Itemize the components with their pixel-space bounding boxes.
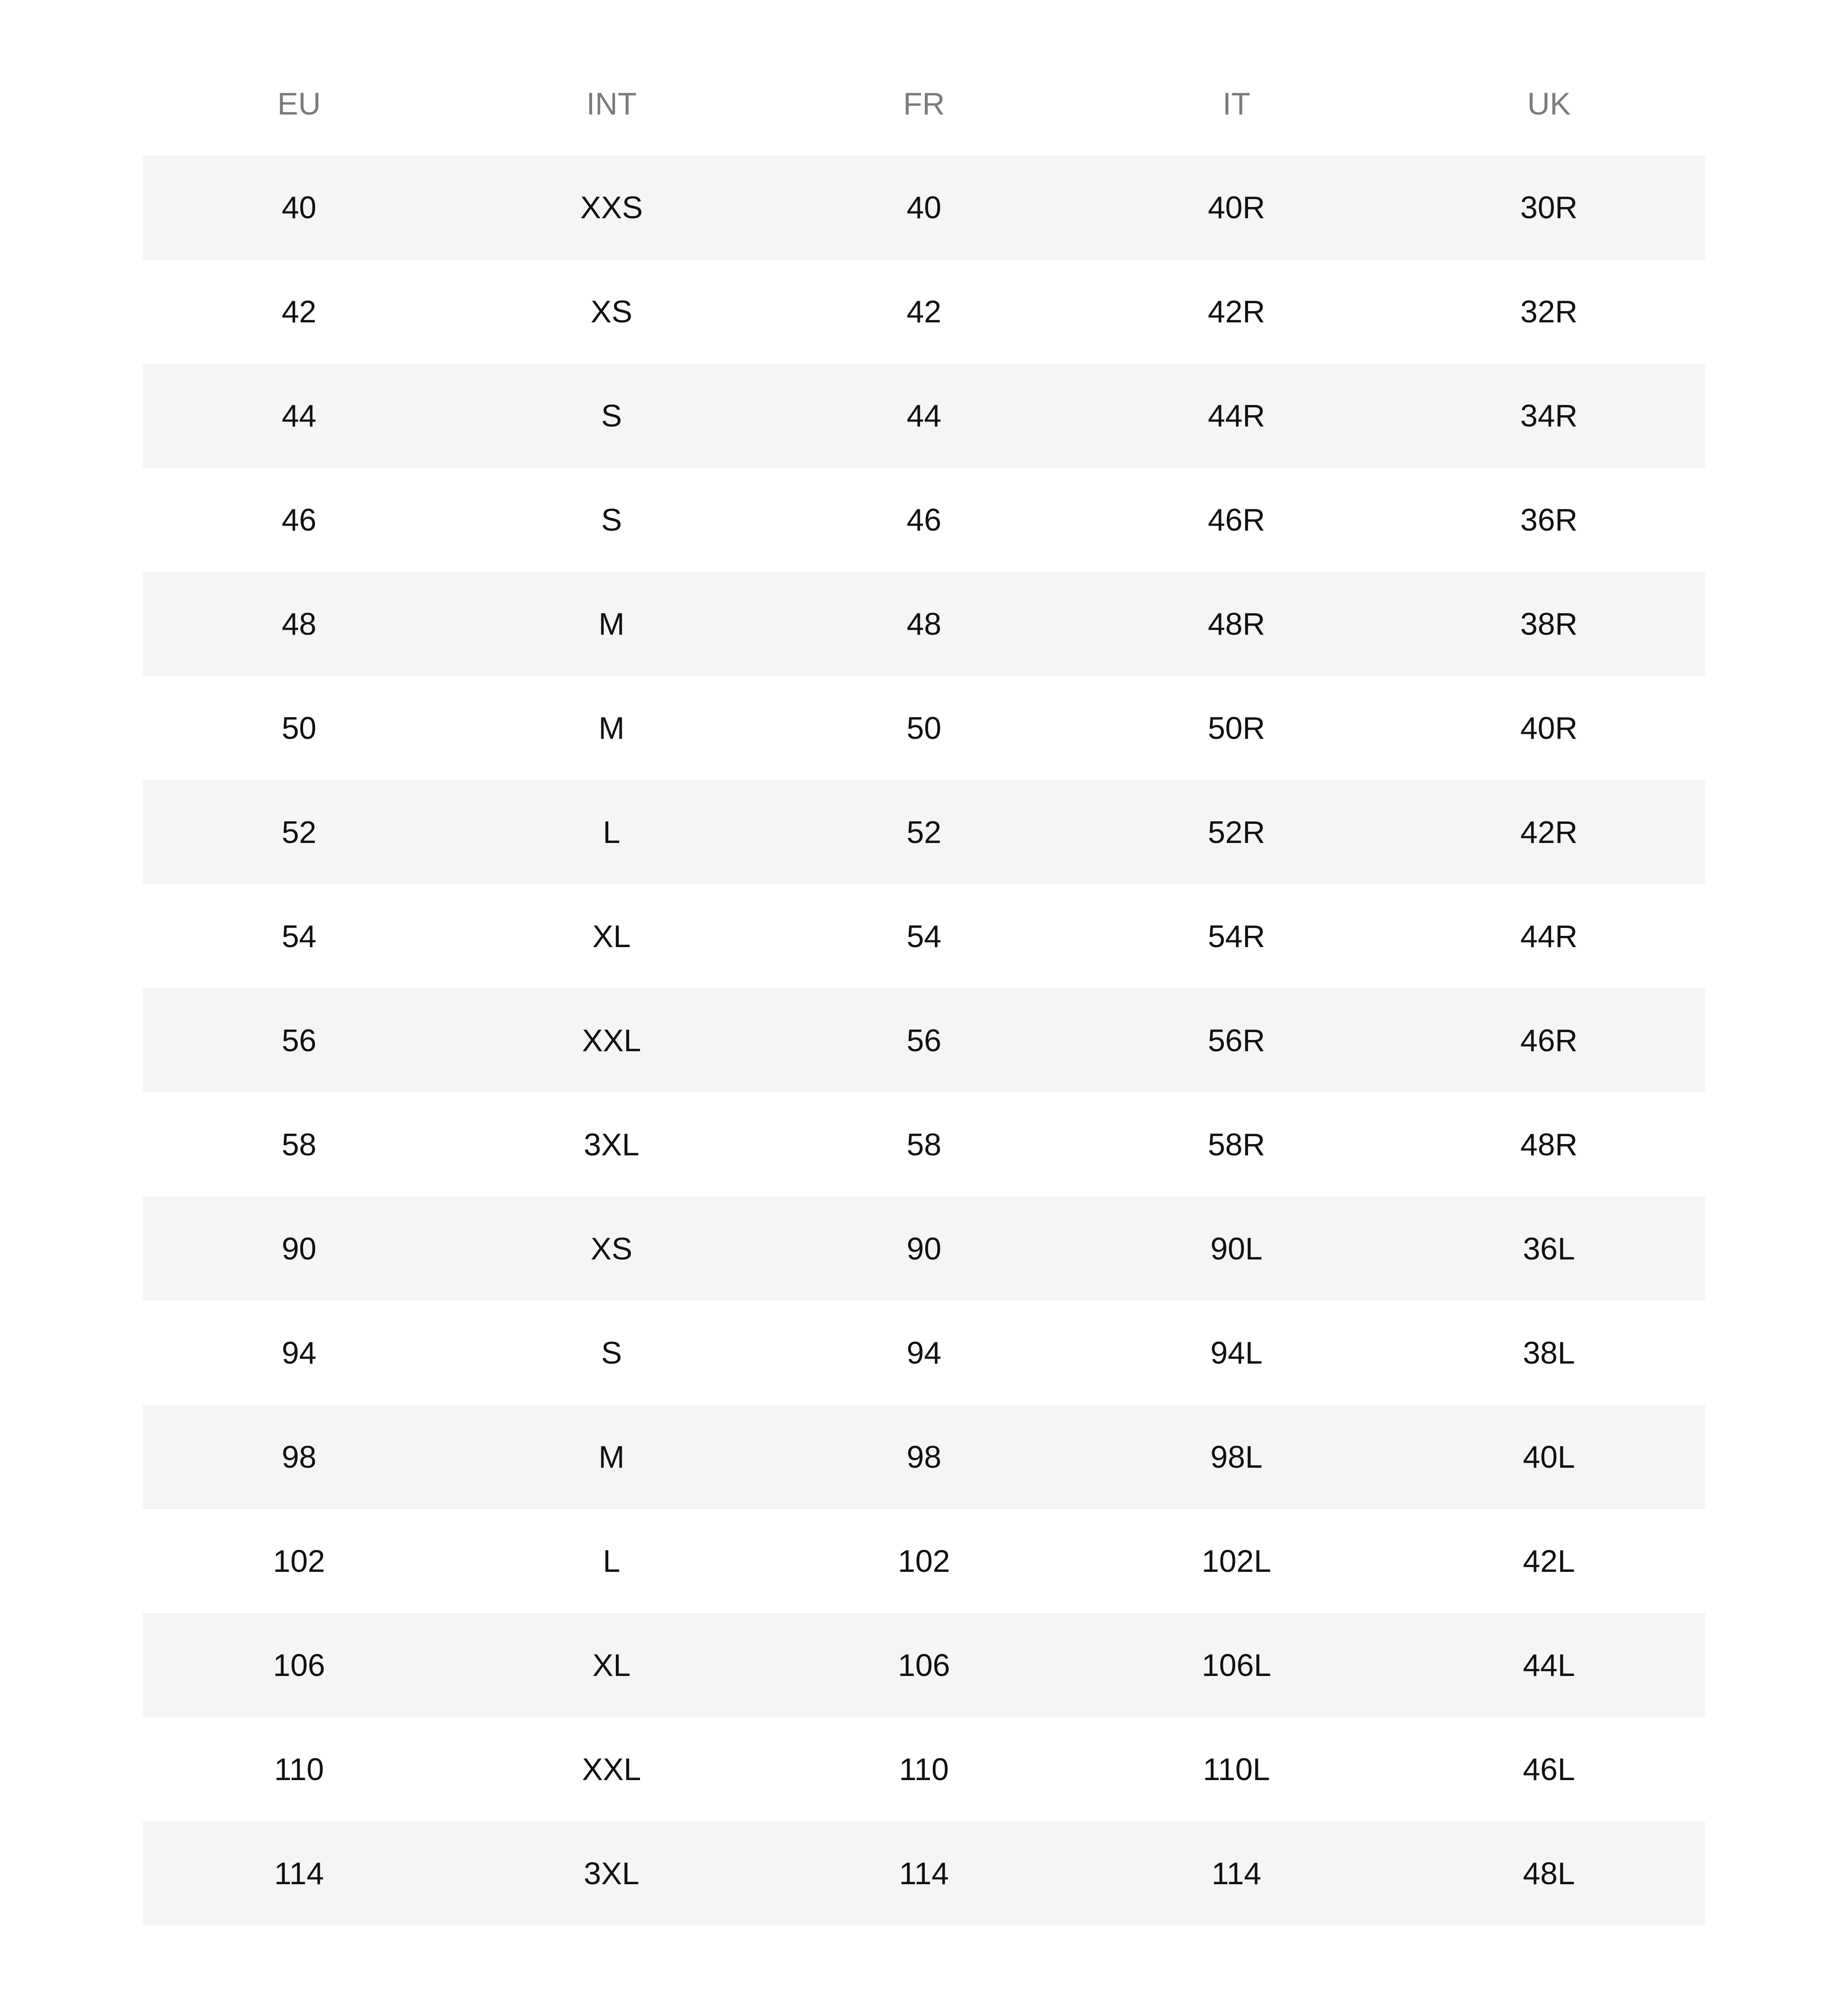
cell-it: 56R [1080,988,1392,1092]
cell-fr: 110 [768,1717,1080,1821]
cell-fr: 106 [768,1613,1080,1717]
cell-uk: 48R [1393,1092,1705,1197]
size-chart-body [143,155,1705,1925]
header-fr: FR [903,86,945,121]
cell-int: XL [455,1613,767,1717]
cell-fr: 56 [768,988,1080,1092]
cell-fr: 52 [768,780,1080,884]
cell-eu: 94 [143,1301,455,1405]
cell-int: XXL [455,988,767,1092]
table-row [143,1092,1705,1197]
table-row [143,468,1705,572]
cell-uk: 42R [1393,780,1705,884]
table-row [143,1821,1705,1925]
size-chart-table [143,52,1705,1925]
cell-eu: 48 [143,572,455,676]
table-row [143,364,1705,468]
cell-uk: 44R [1393,884,1705,988]
cell-eu: 52 [143,780,455,884]
cell-it: 50R [1080,676,1392,780]
cell-uk: 38L [1393,1301,1705,1405]
table-row [143,155,1705,259]
cell-fr: 48 [768,572,1080,676]
cell-int: 3XL [455,1821,767,1925]
cell-int: XL [455,884,767,988]
cell-int: L [455,1509,767,1613]
cell-int: M [455,1405,767,1509]
cell-eu: 54 [143,884,455,988]
cell-it: 58R [1080,1092,1392,1197]
cell-int: S [455,1301,767,1405]
header-it: IT [1223,86,1250,121]
cell-it: 102L [1080,1509,1392,1613]
cell-uk: 42L [1393,1509,1705,1613]
header-row [143,52,1705,155]
cell-int: XS [455,259,767,364]
cell-int: 3XL [455,1092,767,1197]
table-row [143,1509,1705,1613]
header-eu: EU [277,86,321,121]
cell-int: M [455,572,767,676]
cell-fr: 98 [768,1405,1080,1509]
cell-eu: 58 [143,1092,455,1197]
cell-it: 48R [1080,572,1392,676]
cell-it: 94L [1080,1301,1392,1405]
cell-it: 52R [1080,780,1392,884]
cell-it: 42R [1080,259,1392,364]
size-chart-header [143,52,1705,155]
cell-eu: 90 [143,1197,455,1301]
cell-fr: 46 [768,468,1080,572]
cell-uk: 30R [1393,155,1705,259]
cell-uk: 40R [1393,676,1705,780]
cell-fr: 42 [768,259,1080,364]
cell-fr: 54 [768,884,1080,988]
cell-it: 54R [1080,884,1392,988]
cell-int: L [455,780,767,884]
cell-fr: 50 [768,676,1080,780]
cell-uk: 46L [1393,1717,1705,1821]
table-row [143,1197,1705,1301]
cell-eu: 98 [143,1405,455,1509]
cell-eu: 114 [143,1821,455,1925]
cell-eu: 42 [143,259,455,364]
cell-int: S [455,468,767,572]
cell-eu: 40 [143,155,455,259]
cell-uk: 36L [1393,1197,1705,1301]
cell-uk: 48L [1393,1821,1705,1925]
cell-fr: 58 [768,1092,1080,1197]
table-row [143,1717,1705,1821]
table-row [143,572,1705,676]
cell-it: 44R [1080,364,1392,468]
cell-fr: 102 [768,1509,1080,1613]
cell-int: M [455,676,767,780]
cell-fr: 114 [768,1821,1080,1925]
table-row [143,884,1705,988]
cell-int: S [455,364,767,468]
table-row [143,676,1705,780]
table-row [143,780,1705,884]
cell-uk: 32R [1393,259,1705,364]
cell-it: 40R [1080,155,1392,259]
header-int: INT [586,86,637,121]
cell-eu: 50 [143,676,455,780]
table-row [143,259,1705,364]
cell-uk: 34R [1393,364,1705,468]
cell-it: 110L [1080,1717,1392,1821]
cell-eu: 106 [143,1613,455,1717]
cell-eu: 44 [143,364,455,468]
cell-it: 114 [1080,1821,1392,1925]
cell-uk: 40L [1393,1405,1705,1509]
cell-it: 106L [1080,1613,1392,1717]
table-row [143,1301,1705,1405]
cell-int: XS [455,1197,767,1301]
cell-eu: 102 [143,1509,455,1613]
cell-uk: 38R [1393,572,1705,676]
cell-it: 46R [1080,468,1392,572]
cell-int: XXL [455,1717,767,1821]
table-row [143,988,1705,1092]
table-row [143,1613,1705,1717]
cell-eu: 56 [143,988,455,1092]
cell-uk: 46R [1393,988,1705,1092]
cell-eu: 110 [143,1717,455,1821]
header-uk: UK [1527,86,1571,121]
cell-it: 98L [1080,1405,1392,1509]
cell-uk: 44L [1393,1613,1705,1717]
table-row [143,1405,1705,1509]
cell-fr: 94 [768,1301,1080,1405]
cell-fr: 90 [768,1197,1080,1301]
cell-uk: 36R [1393,468,1705,572]
cell-fr: 44 [768,364,1080,468]
cell-it: 90L [1080,1197,1392,1301]
cell-int: XXS [455,155,767,259]
cell-eu: 46 [143,468,455,572]
cell-fr: 40 [768,155,1080,259]
